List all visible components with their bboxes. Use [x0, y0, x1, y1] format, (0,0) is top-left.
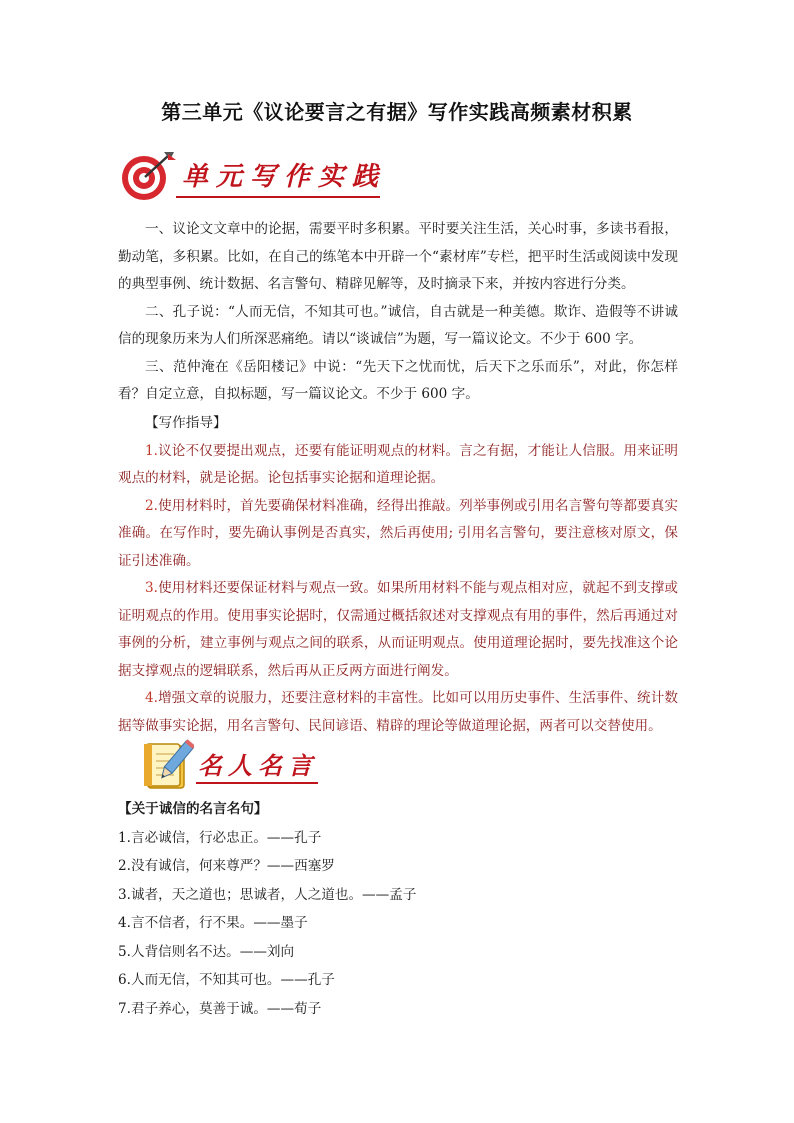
guide-item — [118, 575, 678, 685]
quote-item: 5.人背信则名不达。——刘向 — [118, 943, 295, 960]
guide-item-text: 使用材料还要保证材料与观点一致。如果所用材料不能与观点相对应，就起不到支撑或证明观点的作用。使用事实论据时，仅需通过概括叙述对支撑观点有用的事件，然后再通过对事例的分析，建立事例与观点之间的联系，从而证明观点。使用道理论据时，要先找准这个论据支撑观点的逻辑联系，然后再从正反两方面进行阐发。 — [118, 580, 678, 679]
quote-item: 4.言不信者，行不果。——墨子 — [118, 915, 308, 932]
quote-item: 7.君子养心，莫善于诚。——荀子 — [118, 1001, 322, 1018]
quotes-heading: 【关于诚信的名言名句】 — [118, 801, 268, 817]
quote-item: 1.言必诚信，行必忠正。——孔子 — [118, 829, 322, 846]
quote-item: 2.没有诚信，何来尊严？——西塞罗 — [118, 858, 335, 875]
banner-title: 名人名言 — [198, 751, 318, 780]
guide-item-number: 1. — [145, 442, 158, 459]
guide-heading: 【写作指导】 — [145, 415, 227, 431]
prompt-paragraph: 一、议论文文章中的论据，需要平时多积累。平时要关注生活，关心时事，多读书看报，勤动笔，多积累。比如，在自己的练笔本中开辟一个“素材库”专栏，把平时生活或阅读中发现的典型事例、统计数据、名言警句、精辟见解等，及时摘录下来，并按内容进行分类。 — [118, 221, 678, 292]
document-title: 第三单元《议论要言之有据》写作实践高频素材积累 — [161, 100, 633, 124]
guide-item — [118, 438, 678, 493]
guide-item-number: 3. — [145, 580, 158, 596]
quotes-list — [118, 796, 678, 1024]
notebook-pencil-icon — [118, 738, 194, 792]
guide-item-text: 增强文章的说服力，还要注意材料的丰富性。比如可以用历史事件、生活事件、统计数据等做事实论据，用名言警句、民间谚语、精辟的理论等做道理论据，两者可以交替使用。 — [118, 690, 678, 734]
quote-item: 6.人而无信，不知其可也。——孔子 — [118, 972, 335, 989]
prompt-paragraph: 三、范仲淹在《岳阳楼记》中说：“先天下之忧而忧，后天下之乐而乐”，对此，你怎样看？自定立意，自拟标题，写一篇议论文。不少于 600 字。 — [118, 358, 678, 402]
guide-item-text: 议论不仅要提出观点，还要有能证明观点的材料。言之有据，才能让人信服。用来证明观点的材料，就是论据。论包括事实论据和道理论据。 — [118, 442, 678, 486]
quote-item: 3.诚者，天之道也；思诚者，人之道也。——孟子 — [118, 886, 417, 903]
banner-title: 单元写作实践 — [182, 162, 387, 192]
guide-item-number: 2. — [145, 497, 158, 514]
writing-guide — [118, 410, 678, 740]
banner-underline — [196, 782, 318, 784]
guide-item-text: 使用材料时，首先要确保材料准确，经得出推敲。列举事例或引用名言警句等都要真实准确。在写作时，要先确认事例是否真实，然后再使用; 引用名言警句，要注意核对原文，保证引述准确。 — [118, 497, 678, 569]
guide-item-number: 4. — [145, 690, 158, 706]
guide-item — [118, 685, 678, 740]
section-banner-writing-practice — [118, 150, 387, 202]
target-icon — [118, 150, 178, 202]
guide-item — [118, 493, 678, 576]
banner-underline — [176, 196, 380, 198]
section-banner-famous-quotes — [118, 738, 318, 790]
prompt-paragraph: 二、孔子说：“人而无信，不知其可也。”诚信，自古就是一种美德。欺诈、造假等不讲诚信的现象历来为人们所深恶痛绝。请以“谈诚信”为题，写一篇议论文。不少于 600 字。 — [118, 303, 678, 347]
writing-prompts — [118, 216, 678, 409]
